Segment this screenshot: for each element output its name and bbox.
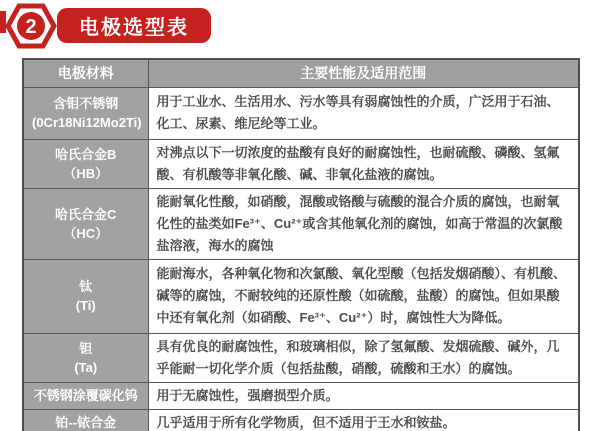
section-title-banner: [57, 8, 211, 43]
performance-cell: 用于无腐蚀性，强磨损型介质。: [148, 382, 579, 409]
table-row: [23, 87, 579, 139]
material-code: (Ti): [75, 298, 96, 313]
material-name: 铂--铱合金: [55, 415, 117, 430]
material-cell: [23, 333, 148, 382]
material-name: 哈氏合金C: [55, 206, 117, 222]
material-cell: [23, 382, 148, 409]
material-cell: [23, 87, 148, 139]
performance-cell: 用于工业水、生活用水、污水等具有弱腐蚀性的介质，广泛用于石油、化工、尿素、维尼纶等工业。: [148, 87, 579, 139]
table-header-row: [23, 59, 579, 87]
performance-cell: 能耐海水，各种氧化物和次氯酸、氧化型酸（包括发烟硝酸）、有机酸、碱等的腐蚀，不耐较纯的还原性酸（如硫酸，盐酸）的腐蚀。但如果酸中还有氧化剂（如硝酸、Fe³⁺、Cu²⁺）时，腐蚀性大为降低。: [148, 259, 579, 333]
column-header-performance: 主要性能及适用范围: [148, 59, 579, 87]
material-name: 钛: [79, 279, 93, 294]
performance-cell: 对沸点以下一切浓度的盐酸有良好的耐腐蚀性，也耐硫酸、磷酸、氢氟酸、有机酸等非氧化酸、碱、非氧化盐液的腐蚀。: [148, 139, 579, 188]
table-row: [23, 259, 579, 333]
material-cell: [23, 409, 148, 431]
section-title: 电极选型表: [79, 17, 189, 39]
electrode-selection-table: [22, 58, 580, 431]
material-code: (0Cr18Ni12Mo2Ti): [32, 115, 142, 130]
material-cell: [23, 259, 148, 333]
material-cell: [23, 139, 148, 188]
material-code: （HC）: [63, 225, 109, 241]
material-name: 哈氏合金B: [55, 146, 117, 162]
table-row: [23, 409, 579, 431]
material-name: 钽: [79, 340, 93, 356]
material-code: (Ta): [74, 359, 98, 375]
material-code: （HB）: [63, 165, 109, 181]
performance-cell: 几乎适用于所有化学物质，但不适用于王水和铵盐。: [148, 409, 579, 431]
table-row: [23, 188, 579, 259]
material-name: 含钼不锈钢: [53, 96, 119, 111]
table-row: [23, 139, 579, 188]
badge-number: 2: [25, 16, 37, 38]
table-row: [23, 333, 579, 382]
table-row: [23, 382, 579, 409]
column-header-material: 电极材料: [23, 59, 148, 87]
material-cell: [23, 188, 148, 259]
material-name: 不锈钢涂覆碳化钨: [33, 388, 138, 403]
performance-cell: 具有优良的耐腐蚀性，和玻璃相似，除了氢氟酸、发烟硫酸、碱外，几乎能耐一切化学介质（包括盐酸，硝酸，硫酸和王水）的腐蚀。: [148, 333, 579, 382]
step-number-badge: [5, 2, 57, 50]
performance-cell: 能耐氧化性酸，如硝酸，混酸或铬酸与硫酸的混合介质的腐蚀，也耐氧化性的盐类如Fe³⁺、Cu²⁺或含其他氧化剂的腐蚀，如高于常温的次氯酸盐溶液，海水的腐蚀: [148, 188, 579, 259]
